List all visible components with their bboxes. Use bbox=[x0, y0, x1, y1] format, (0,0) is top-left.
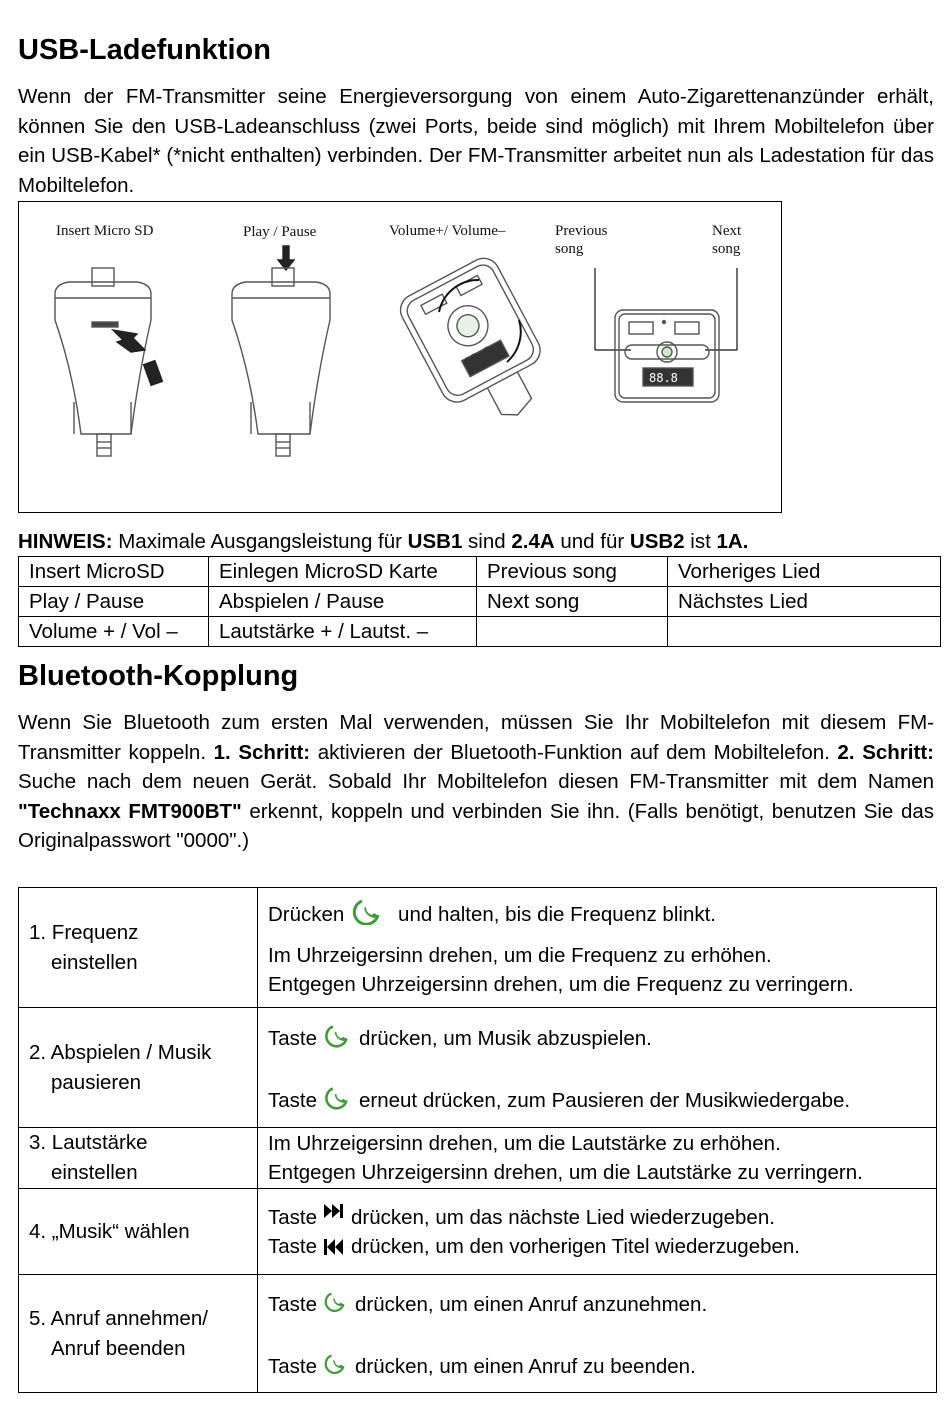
step-line: Entgegen Uhrzeigersinn drehen, um die Frequenz zu verringern. bbox=[268, 972, 854, 996]
display-readout-2: 88.8 bbox=[649, 371, 678, 385]
step-text: drücken, um das nächste Lied wiederzugeben. bbox=[351, 1206, 775, 1229]
step-text: Taste bbox=[268, 1026, 317, 1050]
legend-cell: Einlegen MicroSD Karte bbox=[209, 557, 477, 587]
table-row bbox=[19, 557, 941, 587]
step-line bbox=[268, 1021, 926, 1053]
bt-text-4: erkennt, koppeln und verbinden Sie ihn. (Falls benötigt, benutzen Sie das Originalpasswort "0000".) bbox=[18, 799, 934, 852]
legend-cell: Lautstärke + / Lautst. – bbox=[209, 617, 477, 647]
table-row bbox=[19, 617, 941, 647]
label-volume: Volume+/ Volume– bbox=[389, 223, 506, 239]
table-row bbox=[19, 1275, 937, 1393]
legend-cell: Nächstes Lied bbox=[668, 587, 941, 617]
label-previous-2: song bbox=[555, 241, 584, 257]
step-text: erneut drücken, zum Pausieren der Musikwiedergabe. bbox=[359, 1088, 851, 1112]
phone-knob-icon bbox=[321, 1083, 355, 1111]
phone-knob-icon bbox=[321, 1021, 355, 1049]
legend-cell bbox=[668, 617, 941, 647]
display-readout-1: 88.8 bbox=[462, 343, 495, 370]
note-usb1: USB1 bbox=[407, 530, 463, 553]
step-text: Taste bbox=[268, 1206, 317, 1229]
step-label-line: 5. Anruf annehmen/ bbox=[29, 1306, 208, 1330]
label-next-1: Next bbox=[712, 223, 742, 239]
step-line bbox=[268, 897, 926, 929]
legend-cell: Volume + / Vol – bbox=[19, 617, 209, 647]
step-label bbox=[19, 1008, 258, 1128]
legend-cell: Previous song bbox=[477, 557, 668, 587]
step-label-line: pausieren bbox=[51, 1070, 142, 1094]
step-text: Taste bbox=[268, 1088, 317, 1112]
step-line bbox=[268, 1202, 926, 1232]
transmitter-side-view-sd bbox=[55, 268, 151, 456]
label-play-pause: Play / Pause bbox=[243, 224, 317, 240]
step-label bbox=[19, 888, 258, 1008]
bt-text-2: aktivieren der Bluetooth-Funktion auf dem Mobiltelefon. bbox=[310, 740, 838, 764]
step-label-line: einstellen bbox=[51, 1161, 138, 1184]
step-description bbox=[258, 1128, 937, 1189]
step-label-line: 3. Lautstärke bbox=[29, 1131, 148, 1154]
legend-cell: Abspielen / Pause bbox=[209, 587, 477, 617]
legend-table bbox=[18, 556, 941, 647]
steps-table bbox=[18, 887, 937, 1393]
label-insert-micro-sd: Insert Micro SD bbox=[56, 223, 154, 239]
note-text-3: und für bbox=[554, 530, 630, 553]
table-row bbox=[19, 1128, 937, 1189]
step-text: drücken, um einen Anruf anzunehmen. bbox=[355, 1292, 708, 1316]
step-label-line: einstellen bbox=[51, 950, 138, 974]
phone-knob-icon bbox=[321, 1349, 351, 1377]
step-label-line: Anruf beenden bbox=[51, 1336, 186, 1360]
device-illustration bbox=[18, 201, 782, 513]
note-usb2: USB2 bbox=[629, 530, 685, 553]
step-text: drücken, um einen Anruf zu beenden. bbox=[355, 1354, 696, 1378]
table-row bbox=[19, 888, 937, 1008]
step-line bbox=[268, 1349, 926, 1381]
table-row bbox=[19, 587, 941, 617]
step-description bbox=[258, 1189, 937, 1275]
step-label bbox=[19, 1128, 258, 1189]
bt-text-1: Wenn Sie Bluetooth zum ersten Mal verwenden, müssen Sie Ihr Mobiltelefon mit diesem FM-Transmitter koppeln. bbox=[18, 711, 934, 764]
legend-cell: Next song bbox=[477, 587, 668, 617]
step-description bbox=[258, 1275, 937, 1393]
next-track-icon bbox=[321, 1202, 347, 1222]
legend-cell bbox=[477, 617, 668, 647]
note-amp-1: 2.4A bbox=[511, 530, 555, 553]
label-previous-1: Previous bbox=[555, 223, 608, 239]
note-amp-2: 1A. bbox=[716, 530, 749, 553]
step-text: Taste bbox=[268, 1235, 317, 1258]
transmitter-side-view-play bbox=[232, 246, 330, 456]
note-text-1: Maximale Ausgangsleistung für bbox=[112, 530, 408, 553]
step-label-line: 4. „Musik“ wählen bbox=[29, 1219, 190, 1243]
step-text: drücken, um den vorherigen Titel wiederzugeben. bbox=[351, 1235, 800, 1258]
note-text-4: ist bbox=[684, 530, 717, 553]
step-text: drücken, um Musik abzuspielen. bbox=[359, 1026, 652, 1050]
step-text: Drücken bbox=[268, 902, 345, 926]
table-row bbox=[19, 1008, 937, 1128]
step-description bbox=[258, 1008, 937, 1128]
bt-device-name: "Technaxx FMT900BT" bbox=[18, 799, 242, 823]
step-description bbox=[258, 888, 937, 1008]
phone-knob-icon bbox=[321, 1287, 351, 1315]
note-prefix: HINWEIS: bbox=[18, 530, 113, 553]
note-text-2: sind bbox=[462, 530, 512, 553]
note-line bbox=[18, 530, 748, 554]
legend-cell: Vorheriges Lied bbox=[668, 557, 941, 587]
step-label bbox=[19, 1275, 258, 1393]
table-row bbox=[19, 1189, 937, 1275]
step-text: Taste bbox=[268, 1292, 317, 1316]
bt-step1: 1. Schritt: bbox=[213, 740, 311, 764]
step-line: Im Uhrzeigersinn drehen, um die Lautstärke zu erhöhen. bbox=[268, 1132, 781, 1155]
step-label-line: 1. Frequenz bbox=[29, 920, 139, 944]
step-label bbox=[19, 1189, 258, 1275]
step-label-line: 2. Abspielen / Musik bbox=[29, 1040, 212, 1064]
bt-text-3: Suche nach dem neuen Gerät. Sobald Ihr Mobiltelefon diesen FM-Transmitter mit dem Namen bbox=[18, 770, 934, 793]
step-line bbox=[268, 1287, 926, 1319]
phone-knob-icon bbox=[348, 897, 388, 925]
bt-section-paragraph bbox=[18, 708, 934, 856]
label-next-2: song bbox=[712, 241, 741, 257]
step-line bbox=[268, 1232, 926, 1261]
device-drawings bbox=[19, 202, 781, 512]
legend-cell: Play / Pause bbox=[19, 587, 209, 617]
transmitter-top-view-volume bbox=[395, 253, 564, 441]
bt-section-title: Bluetooth-Kopplung bbox=[18, 660, 299, 692]
step-line: Im Uhrzeigersinn drehen, um die Frequenz zu erhöhen. bbox=[268, 943, 772, 967]
previous-track-icon bbox=[321, 1237, 347, 1257]
step-line: Entgegen Uhrzeigersinn drehen, um die Lautstärke zu verringern. bbox=[268, 1161, 863, 1184]
usb-section-title: USB-Ladefunktion bbox=[18, 34, 271, 66]
step-line bbox=[268, 1083, 926, 1115]
step-text: Taste bbox=[268, 1354, 317, 1378]
step-text: und halten, bis die Frequenz blinkt. bbox=[392, 902, 716, 926]
usb-section-paragraph: Wenn der FM-Transmitter seine Energieversorgung von einem Auto-Zigarettenanzünder erhält, können Sie den USB-Ladeanschluss (zwei Ports, beide sind möglich) mit Ihrem Mobiltelefon über ein USB-Kabel* (*nicht enthalten) verbinden. Der FM-Transmitter arbeitet nun als Ladestation für das Mobiltelefon. bbox=[18, 85, 934, 197]
legend-cell: Insert MicroSD bbox=[19, 557, 209, 587]
bt-step2: 2. Schritt: bbox=[837, 740, 934, 764]
